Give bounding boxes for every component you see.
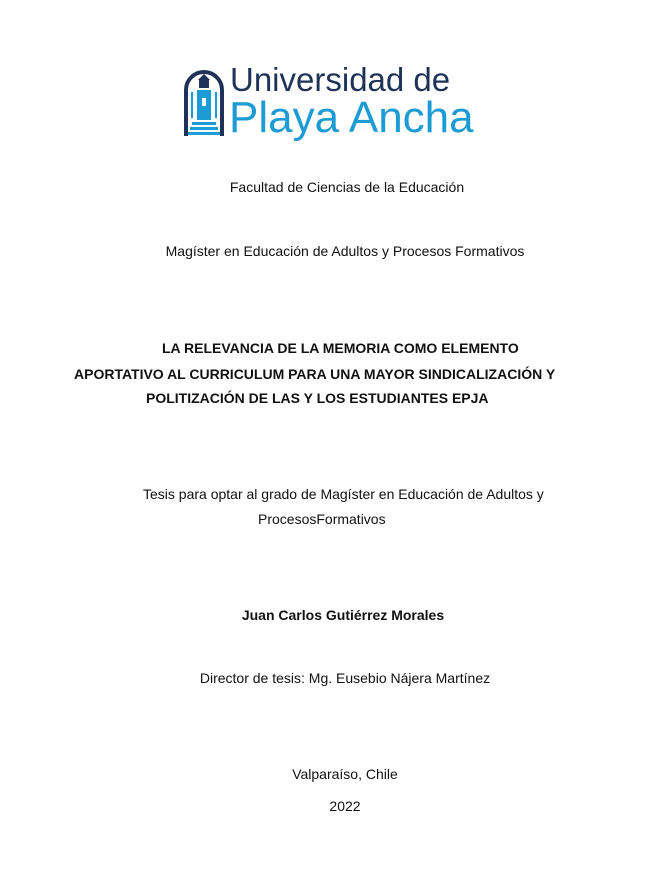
logo-text-playa-ancha: Playa Ancha bbox=[229, 93, 474, 142]
author-name: Juan Carlos Gutiérrez Morales bbox=[241, 607, 445, 623]
thesis-degree-line-1: Tesis para optar al grado de Magíster en Educación de Adultos y bbox=[143, 486, 544, 502]
thesis-director: Director de tesis: Mg. Eusebio Nájera Martínez bbox=[199, 670, 491, 686]
lighthouse-icon bbox=[183, 68, 225, 138]
thesis-degree-line-2: ProcesosFormativos bbox=[258, 511, 386, 527]
university-logo bbox=[183, 61, 474, 142]
thesis-title-line-1: LA RELEVANCIA DE LA MEMORIA COMO ELEMENTO bbox=[162, 340, 519, 356]
year: 2022 bbox=[329, 798, 361, 814]
faculty-name: Facultad de Ciencias de la Educación bbox=[229, 179, 465, 195]
place: Valparaíso, Chile bbox=[292, 766, 398, 782]
thesis-title-line-2: APORTATIVO AL CURRICULUM PARA UNA MAYOR SINDICALIZACIÓN Y bbox=[74, 366, 556, 382]
logo-text-universidad: Universidad de bbox=[230, 61, 451, 98]
thesis-title-line-3: POLITIZACIÓN DE LAS Y LOS ESTUDIANTES EPJA bbox=[146, 390, 489, 406]
program-name: Magíster en Educación de Adultos y Procesos Formativos bbox=[165, 243, 525, 259]
